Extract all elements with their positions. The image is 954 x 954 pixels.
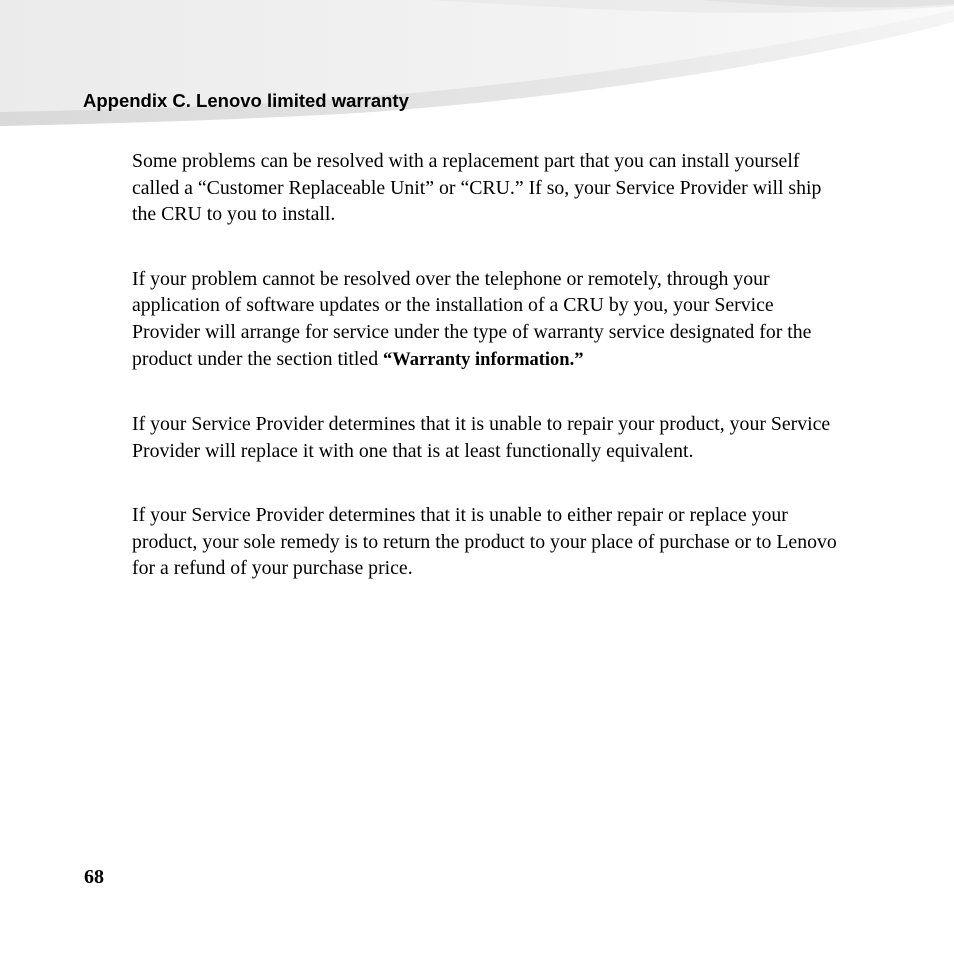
paragraph-text: If your Service Provider determines that it is unable to repair your product, your Service Provider will replace it with one that is at least functionally equivalent. <box>132 412 831 462</box>
paragraph-text: If your problem cannot be resolved over the telephone or remotely, through your application of software updates or the installation of a CRU by you, your Service Provider will arrange for service under the type of warranty service designated for the product under the section titled <box>132 267 812 370</box>
header-swoosh-graphic <box>0 0 954 135</box>
paragraph-remote-service <box>132 266 844 374</box>
warranty-information-reference: “Warranty information.” <box>383 349 584 370</box>
running-head: Appendix C. Lenovo limited warranty <box>83 90 409 111</box>
paragraph-replacement <box>132 411 844 464</box>
paragraph-cru <box>132 148 844 228</box>
page-number: 68 <box>84 866 104 888</box>
paragraph-text: If your Service Provider determines that it is unable to either repair or replace your product, your sole remedy is to return the product to your place of purchase or to Lenovo for a refund of your purchase price. <box>132 503 837 580</box>
paragraph-text: Some problems can be resolved with a replacement part that you can install yourself called a “Customer Replaceable Unit” or “CRU.” If so, your Service Provider will ship the CRU to you to install. <box>132 150 822 226</box>
body-text <box>132 148 844 619</box>
paragraph-refund <box>132 502 844 582</box>
